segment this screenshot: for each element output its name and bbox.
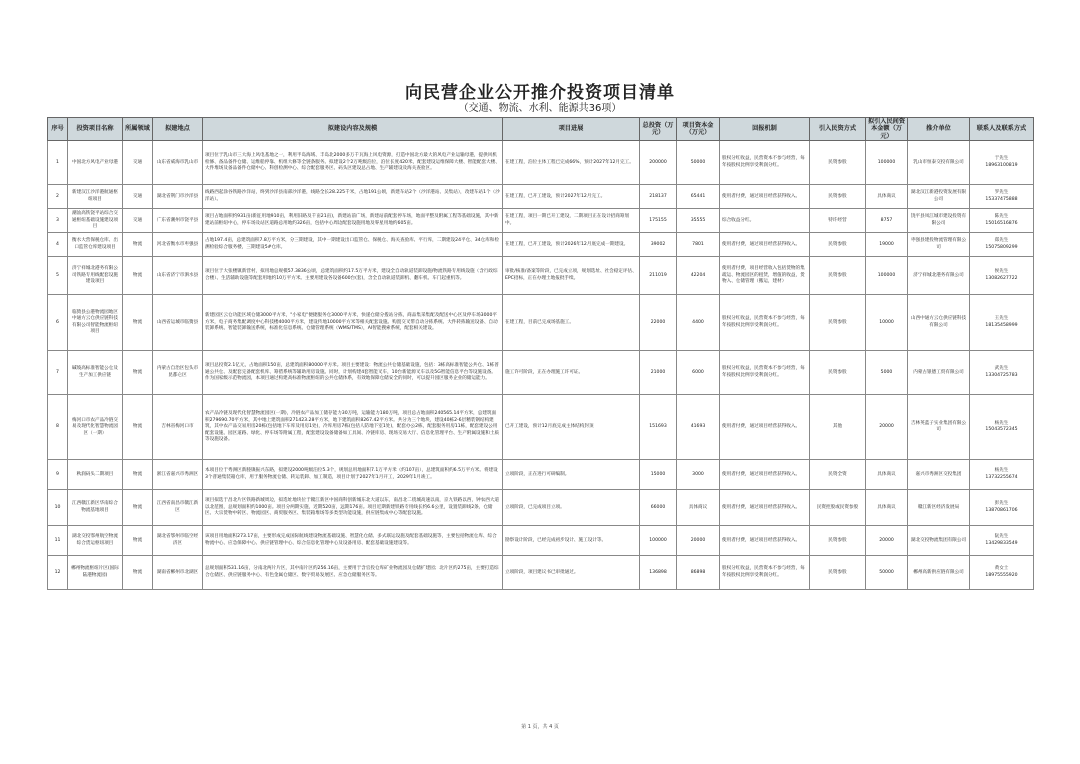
row-no: 5 bbox=[48, 257, 68, 295]
total-investment: 22000 bbox=[640, 295, 677, 351]
table-row bbox=[48, 556, 1034, 590]
project-content: 占地197.4亩，总建筑面积7.8万平方米，分三期建设，其中一期建设出口监管仓、保税仓、海关查验库、平行库，二期建设24平仓、34仓库和检测检验综合服务楼，三期建设5#仓库。 bbox=[203, 233, 503, 257]
private-capital-mode: 特许经营 bbox=[810, 209, 866, 233]
promoting-unit: 郴州高新供应链有限公司 bbox=[908, 556, 970, 590]
project-location: 山东省威海市乳山市 bbox=[153, 141, 203, 185]
header-progress: 项目进展 bbox=[503, 118, 640, 141]
table-row bbox=[48, 351, 1034, 395]
promoting-unit: 赣江新区经济发展局 bbox=[908, 490, 970, 526]
contact-info: 杨先生 13732255674 bbox=[970, 460, 1034, 490]
capital-amount: 42204 bbox=[677, 257, 720, 295]
promoting-unit: 饶平县凤江城市建设投资有限公司 bbox=[908, 209, 970, 233]
promoting-unit: 湖北交投物流集团有限公司 bbox=[908, 526, 970, 556]
return-mechanism: 综合收益分红。 bbox=[720, 209, 810, 233]
project-content: 本项目位于秀洲区新塍镇振兴东路，拟建设2000吨级泊位5.3个，规划总用地面积7.1万平方米（约107亩），总建筑面积约6.5万平方米。将建设3个普通集装箱仓库，用于服务物流仓储、转运装卸、加工制造，项目计划于2027年1月开工，2029年1月竣工。 bbox=[203, 460, 503, 490]
contact-info: 杨先生 15043572345 bbox=[970, 395, 1034, 460]
row-no: 1 bbox=[48, 141, 68, 185]
project-name: 中国北方风电产业母港 bbox=[68, 141, 123, 185]
capital-amount: 3000 bbox=[677, 460, 720, 490]
private-capital-mode: 民资参股 bbox=[810, 233, 866, 257]
capital-amount: 41693 bbox=[677, 395, 720, 460]
return-mechanism: 使用者付费，通过项目经营获得收入。 bbox=[720, 185, 810, 209]
total-investment: 15000 bbox=[640, 460, 677, 490]
promoting-unit: 枣强县建投物流管理有限公司 bbox=[908, 233, 970, 257]
page-footer: 第 1 页，共 4 页 bbox=[521, 724, 559, 730]
contact-info: 王先生 18135458999 bbox=[970, 295, 1034, 351]
project-progress: 审批/核准/备案等阶段，已完成立项，规划选址、社会稳定评估、EPC招标，正在办理土地报批手续。 bbox=[503, 257, 640, 295]
row-no: 6 bbox=[48, 295, 68, 351]
project-location: 江西省南昌市赣江新区 bbox=[153, 490, 203, 526]
promoting-unit: 湖北汉江新港投资发展有限公司 bbox=[908, 185, 970, 209]
project-location: 山西省运城市临猗县 bbox=[153, 295, 203, 351]
project-field: 物流 bbox=[123, 395, 153, 460]
project-progress: 勘察设计阶段，已经完成初步设计、施工设计等。 bbox=[503, 526, 640, 556]
private-capital-mode: 民资全资 bbox=[810, 460, 866, 490]
project-field: 物流 bbox=[123, 526, 153, 556]
private-capital-mode: 民资参股 bbox=[810, 295, 866, 351]
project-location: 吉林省梅河口市 bbox=[153, 395, 203, 460]
promoting-unit: 山西中通方云仓供应链科技有限公司 bbox=[908, 295, 970, 351]
page-subtitle: （交通、物流、水利、能源共36项） bbox=[458, 103, 622, 114]
row-no: 7 bbox=[48, 351, 68, 395]
project-name: 秋润码头二期项目 bbox=[68, 460, 123, 490]
total-investment: 66000 bbox=[640, 490, 677, 526]
total-investment: 175155 bbox=[640, 209, 677, 233]
header-content: 拟建设内容及规模 bbox=[203, 118, 503, 141]
capital-amount: 具体商议 bbox=[677, 490, 720, 526]
project-location: 河北省衡水市枣强县 bbox=[153, 233, 203, 257]
project-location: 广东省潮州市饶平县 bbox=[153, 209, 203, 233]
total-investment: 100000 bbox=[640, 526, 677, 556]
project-content: 总规划面积531.16亩，分南北两片片区，其中南片区约256.16亩，主要用于含官投仓库矿业物流园及仓储扩建园；北片区约275亩，主要打造综合仓储区、供应链服务中心、有色金属仓储区、数字贸易发展区、应急仓储服务区等。 bbox=[203, 556, 503, 590]
return-mechanism: 使用者付费，通过项目经营获得收入。 bbox=[720, 526, 810, 556]
total-investment: 21000 bbox=[640, 351, 677, 395]
project-progress: 立项阶段，正在进行可研编制。 bbox=[503, 460, 640, 490]
header-no: 序号 bbox=[48, 118, 68, 141]
private-capital-mode: 民资参股 bbox=[810, 526, 866, 556]
promoting-unit: 嘉兴市秀洲区交投集团 bbox=[908, 460, 970, 490]
total-investment: 151693 bbox=[640, 395, 677, 460]
return-mechanism: 股权分红收益，民营资本不参与经营，每年按股权比例享受利润分红。 bbox=[720, 295, 810, 351]
total-investment: 218137 bbox=[640, 185, 677, 209]
capital-amount: 35555 bbox=[677, 209, 720, 233]
table-row bbox=[48, 295, 1034, 351]
header-total: 总投资（万元） bbox=[640, 118, 677, 141]
private-capital-amount: 50000 bbox=[866, 556, 908, 590]
return-mechanism: 使用者付费，项目经营收入包括货物的集疏运、物流园区的租赁，增值的收益，货物入、仓储管理（搬运，建材） bbox=[720, 257, 810, 295]
capital-amount: 86898 bbox=[677, 556, 720, 590]
row-no: 9 bbox=[48, 460, 68, 490]
project-progress: 施工许可阶段，正在办理施工许可证。 bbox=[503, 351, 640, 395]
return-mechanism: 使用者付费，通过项目经营获得收入。 bbox=[720, 490, 810, 526]
project-field: 交通 bbox=[123, 209, 153, 233]
project-content: 该项目用地面积273.17亩，主要形成完成国际航线建设物流基础设施、智慧化仓储、多式联运设施及配套基础设施等，主要包括物流仓库、综合物流中心、应急保障中心、供应链管理中心、综合信息化管理中心及设备用房、配套基础设施建设等。 bbox=[203, 526, 503, 556]
contact-info: 彭先生 13870861706 bbox=[970, 490, 1034, 526]
project-content: 新建园区云仓功能区域仓储3000平方米，"小家电"便捷服务仓3000平方米，快递仓储分拨站分拣，商品集采集配及配送中心区及停车场3000平方米，电子商务集配调度中心科技楼4000平方米，建设传地10000平方米等相关配套设施。购置交叉带自动分拣系统、大件转拣输送设备、自动装卸系统、智能装卸输送系统，标准化信息系统、仓储管理系统（WMS/TMS），AI智能搜索系统，配套相关建设。 bbox=[203, 295, 503, 351]
project-content: 项目位于大张楼镇新营村，拟用地总规模57.3836公顷，总建筑面积约17.5万平方米，建设全自动轨道装卸设施/物流铁路专用线设施（含行政综合楼）、生活辅助设施等配套用地约10万平方米。主要用建设各设备600台(套)，含全自动轨道装卸机、翻车机、车门起重机等。 bbox=[203, 257, 503, 295]
promoting-unit: 吉林英蓝子实业集团有限公司 bbox=[908, 395, 970, 460]
header-contact: 联系人及联系方式 bbox=[970, 118, 1034, 141]
header-return: 回报机制 bbox=[720, 118, 810, 141]
row-no: 8 bbox=[48, 395, 68, 460]
project-field: 交通 bbox=[123, 141, 153, 185]
private-capital-mode: 民资控股或民资参股 bbox=[810, 490, 866, 526]
header-field: 所属领域 bbox=[123, 118, 153, 141]
row-no: 10 bbox=[48, 490, 68, 526]
private-capital-mode: 民资参股 bbox=[810, 257, 866, 295]
page-title: 向民营企业公开推介投资项目清单 bbox=[405, 83, 675, 103]
table-row bbox=[48, 233, 1034, 257]
private-capital-mode: 其他 bbox=[810, 395, 866, 460]
private-capital-amount: 19000 bbox=[866, 233, 908, 257]
table-row bbox=[48, 395, 1034, 460]
project-progress: 立项阶段，已完成项目立项。 bbox=[503, 490, 640, 526]
project-location: 湖南省郴州市北湖区 bbox=[153, 556, 203, 590]
project-field: 物流 bbox=[123, 351, 153, 395]
contact-info: 武先生 13304725783 bbox=[970, 351, 1034, 395]
private-capital-mode: 民资参股 bbox=[810, 141, 866, 185]
contact-info: 侯先生 13082627722 bbox=[970, 257, 1034, 295]
project-content: 项目占地面积约931亩(新征用地910亩，利用旧路及千亩21亩)，新建站前广场，新建站前配套停车场，地面平整及附属工程等基础设施，其中新建站前枢纽中心，停车场及站区道路总用地约326亩，包括中心周边配套设施用地及零星用地约605亩。 bbox=[203, 209, 503, 233]
project-progress: 在建工程，已开工建设，预计2027年12月完工。 bbox=[503, 185, 640, 209]
capital-amount: 65441 bbox=[677, 185, 720, 209]
project-name: 新建汉江沙洋港航通枢纽项目 bbox=[68, 185, 123, 209]
total-investment: 39002 bbox=[640, 233, 677, 257]
header-mode: 引入民资方式 bbox=[810, 118, 866, 141]
project-field: 物流 bbox=[123, 490, 153, 526]
contact-info: 罗先生 15337475888 bbox=[970, 185, 1034, 209]
private-capital-amount: 20000 bbox=[866, 526, 908, 556]
return-mechanism: 使用者付费，通过项目经营获得收入。 bbox=[720, 233, 810, 257]
contact-info: 陈先生 15016516876 bbox=[970, 209, 1034, 233]
table-row bbox=[48, 526, 1034, 556]
promoting-unit: 济宁祥城北港务有限公司 bbox=[908, 257, 970, 295]
private-capital-amount: 10000 bbox=[866, 295, 908, 351]
return-mechanism: 股权分红收益，民营资本不参与经营，每年按股权比例享受利润分红。 bbox=[720, 351, 810, 395]
project-content: 项目拟选于昌北片区铁路新城周边，拟选址地块位于赣江新区中国商科创新城东北大道以东，南昌北二绕城高速以南，京九铁路以西，钟农西大道以北范围，总规划面积约1000亩。项目分两期实施，近期520亩，远期176亩。项目近期新建铁路专用线长约6.6公里，设置装卸线2条，仓储区、大宗货物中转区、物流园区、商贸服务区、集装箱堆场等多类型功能设施，供应链集成中心等配套设施。 bbox=[203, 490, 503, 526]
project-progress: 在建工程，项目一期已开工建设，二期项目正在设计招商筹划中。 bbox=[503, 209, 640, 233]
return-mechanism: 使用者付费，通过项目经营获得收入。 bbox=[720, 395, 810, 460]
table-row bbox=[48, 141, 1034, 185]
project-table bbox=[47, 117, 1034, 590]
table-row bbox=[48, 257, 1034, 295]
project-name: 潮汕高铁饶平站综合交通枢纽基础设施建设项目 bbox=[68, 209, 123, 233]
return-mechanism: 使用者付费，通过项目经营获得收入。 bbox=[720, 460, 810, 490]
capital-amount: 50000 bbox=[677, 141, 720, 185]
project-location: 湖北省荆门市沙洋县 bbox=[153, 185, 203, 209]
project-progress: 立项阶段，项目建议书已审批通过。 bbox=[503, 556, 640, 590]
project-location: 山东省济宁市泗水县 bbox=[153, 257, 203, 295]
project-progress: 已开工建设，预计12月底完成主体结构封顶 bbox=[503, 395, 640, 460]
private-capital-amount: 20000 bbox=[866, 395, 908, 460]
project-location: 浙江省嘉兴市秀洲区 bbox=[153, 460, 203, 490]
contact-info: 黄女士 18975555920 bbox=[970, 556, 1034, 590]
private-capital-amount: 100000 bbox=[866, 141, 908, 185]
header-capital: 项目资本金（万元） bbox=[677, 118, 720, 141]
total-investment: 211019 bbox=[640, 257, 677, 295]
row-no: 12 bbox=[48, 556, 68, 590]
capital-amount: 20000 bbox=[677, 526, 720, 556]
header-name: 投资项目名称 bbox=[68, 118, 123, 141]
row-no: 4 bbox=[48, 233, 68, 257]
private-capital-amount: 具体商议 bbox=[866, 185, 908, 209]
total-investment: 136898 bbox=[640, 556, 677, 590]
row-no: 3 bbox=[48, 209, 68, 233]
table-row bbox=[48, 209, 1034, 233]
return-mechanism: 股权分红收益，民营资本不参与经营，每年按股权比例享受利润分红。 bbox=[720, 141, 810, 185]
project-location: 湖北省鄂州市临空经济区 bbox=[153, 526, 203, 556]
project-name: 碱坡高标准智能公仓及生产加工供应链 bbox=[68, 351, 123, 395]
capital-amount: 6000 bbox=[677, 351, 720, 395]
table-row bbox=[48, 460, 1034, 490]
private-capital-mode: 民资参股 bbox=[810, 351, 866, 395]
contact-info: 郑先生 15075809299 bbox=[970, 233, 1034, 257]
project-name: 郴州物流枢纽片区(国际陆港物流园) bbox=[68, 556, 123, 590]
project-content: 农产品冷链及现代化智慧物流园区(一期)，冷链农产品加工储存能力30万吨，运输能力180万吨，项目总占地面积240565.14平方米，总建筑面积279690.70平方米，其中地上建筑面积271423.28平方米，地下建筑面积8267.42平方米。共分为三个地块，建设40栋2-6层精装钢结构建筑，其中农产品交易用房20栋(包括地下车库及用房1处)，冷库用房7栋(包括人防地下室1处)，配套办公2栋，配套服务用房11栋，配套建设公用配套设施、园区道路、绿化、停车场等附属工程，配套建设设备储备如工具间、冷链库房、现场交易大厅、信息化管理平台、生产附属设施和土质等设施设备。 bbox=[203, 395, 503, 460]
project-content: 项目总投资2.1亿元，占地面积150亩，总建筑面积80000平方米。项目主要建设：物流公共仓储基础设施，包括：3栋高标准智能公共仓、1栋普通公共仓、及配套完备配套机库、筹措系统等辅助用房设施。同时，计划构建4套智能叉车，10台新能源叉车以及5G智能信息平台等设施设备。作为国家级示范物流园，本项目通过构建高标准物流枢纽的公共仓储体系，有效地保障仓储安全的同时，可以提升园区服务企业的储运能力。 bbox=[203, 351, 503, 395]
capital-amount: 7801 bbox=[677, 233, 720, 257]
table-row bbox=[48, 490, 1034, 526]
project-field: 物流 bbox=[123, 295, 153, 351]
promoting-unit: 乳山市恒泰交投有限公司 bbox=[908, 141, 970, 185]
project-field: 物流 bbox=[123, 556, 153, 590]
project-content: 项目位于乳山市三大海上风电基地之一，利用半岛海域、丰岛北2000多万千瓦海上风电资源，打造中国北方最大的风电产业运输母港，提供风机检修、备品备件仓储、运维船停靠、机组大修等全链条服务。拟建设2个2万吨级泊位，泊位长度420米，配套建设运维保障大楼、智能配套大楼、大件堆场及备品备件仓储中心、科创检测中心、综合配套服务区、码头区建设总占地、生产辅建设及海关查验区。 bbox=[203, 141, 503, 185]
promoting-unit: 内蒙古银德工贸有限公司 bbox=[908, 351, 970, 395]
header-row bbox=[48, 118, 1034, 141]
total-investment: 200000 bbox=[640, 141, 677, 185]
private-capital-amount: 具体商议 bbox=[866, 460, 908, 490]
project-name: 梅河口市农产品冷链交易及现代化智慧物流园区（一期） bbox=[68, 395, 123, 460]
project-progress: 在建工程，目前已完成场基施工。 bbox=[503, 295, 640, 351]
project-location: 内蒙古自治区包头市昆都仑区 bbox=[153, 351, 203, 395]
project-name: 临猗县公港物流园地区中通方云仓供应链科技有限公司智能物流枢纽项目 bbox=[68, 295, 123, 351]
project-progress: 在建工程，泊位主体工程已完成66%，预计2027年12月完工。 bbox=[503, 141, 640, 185]
private-capital-mode: 民资参股 bbox=[810, 556, 866, 590]
header-amount: 拟引入民间资本金额（万元） bbox=[866, 118, 908, 141]
contact-info: 阮先生 13429833549 bbox=[970, 526, 1034, 556]
row-no: 2 bbox=[48, 185, 68, 209]
project-field: 交通 bbox=[123, 185, 153, 209]
private-capital-amount: 8757 bbox=[866, 209, 908, 233]
project-field: 物流 bbox=[123, 460, 153, 490]
private-capital-mode: 民资参股 bbox=[810, 185, 866, 209]
project-name: 湖北交投鄂州航空物流综合货运枢纽项目 bbox=[68, 526, 123, 556]
private-capital-amount: 5000 bbox=[866, 351, 908, 395]
project-content: 线路西起涂谷铁路沙洋站，终到沙洋县南部沙洋港，线路全长28.225千米，占地191公顷，新建车站2个（沙洋港站、吴集站），改建车站1个（沙洋站）。 bbox=[203, 185, 503, 209]
table-row bbox=[48, 185, 1034, 209]
header-unit: 推介单位 bbox=[908, 118, 970, 141]
capital-amount: 4400 bbox=[677, 295, 720, 351]
return-mechanism: 股权分红收益，民营资本不参与经营，每年按股权比例享受利润分红。 bbox=[720, 556, 810, 590]
project-field: 物流 bbox=[123, 257, 153, 295]
contact-info: 于先生 18963100819 bbox=[970, 141, 1034, 185]
project-progress: 在建工程，已开工建设，预计2026年12月底完成一期建设。 bbox=[503, 233, 640, 257]
header-location: 拟建地点 bbox=[153, 118, 203, 141]
row-no: 11 bbox=[48, 526, 68, 556]
project-name: 济宁祥城北港务有限公司铁路专用线配套设施建设项目 bbox=[68, 257, 123, 295]
private-capital-amount: 100000 bbox=[866, 257, 908, 295]
project-name: 衡水大营保税仓库、出口监管仓库建设项目 bbox=[68, 233, 123, 257]
project-field: 物流 bbox=[123, 233, 153, 257]
private-capital-amount: 具体商议 bbox=[866, 490, 908, 526]
project-name: 江西赣江新区华南综合物流基地项目 bbox=[68, 490, 123, 526]
